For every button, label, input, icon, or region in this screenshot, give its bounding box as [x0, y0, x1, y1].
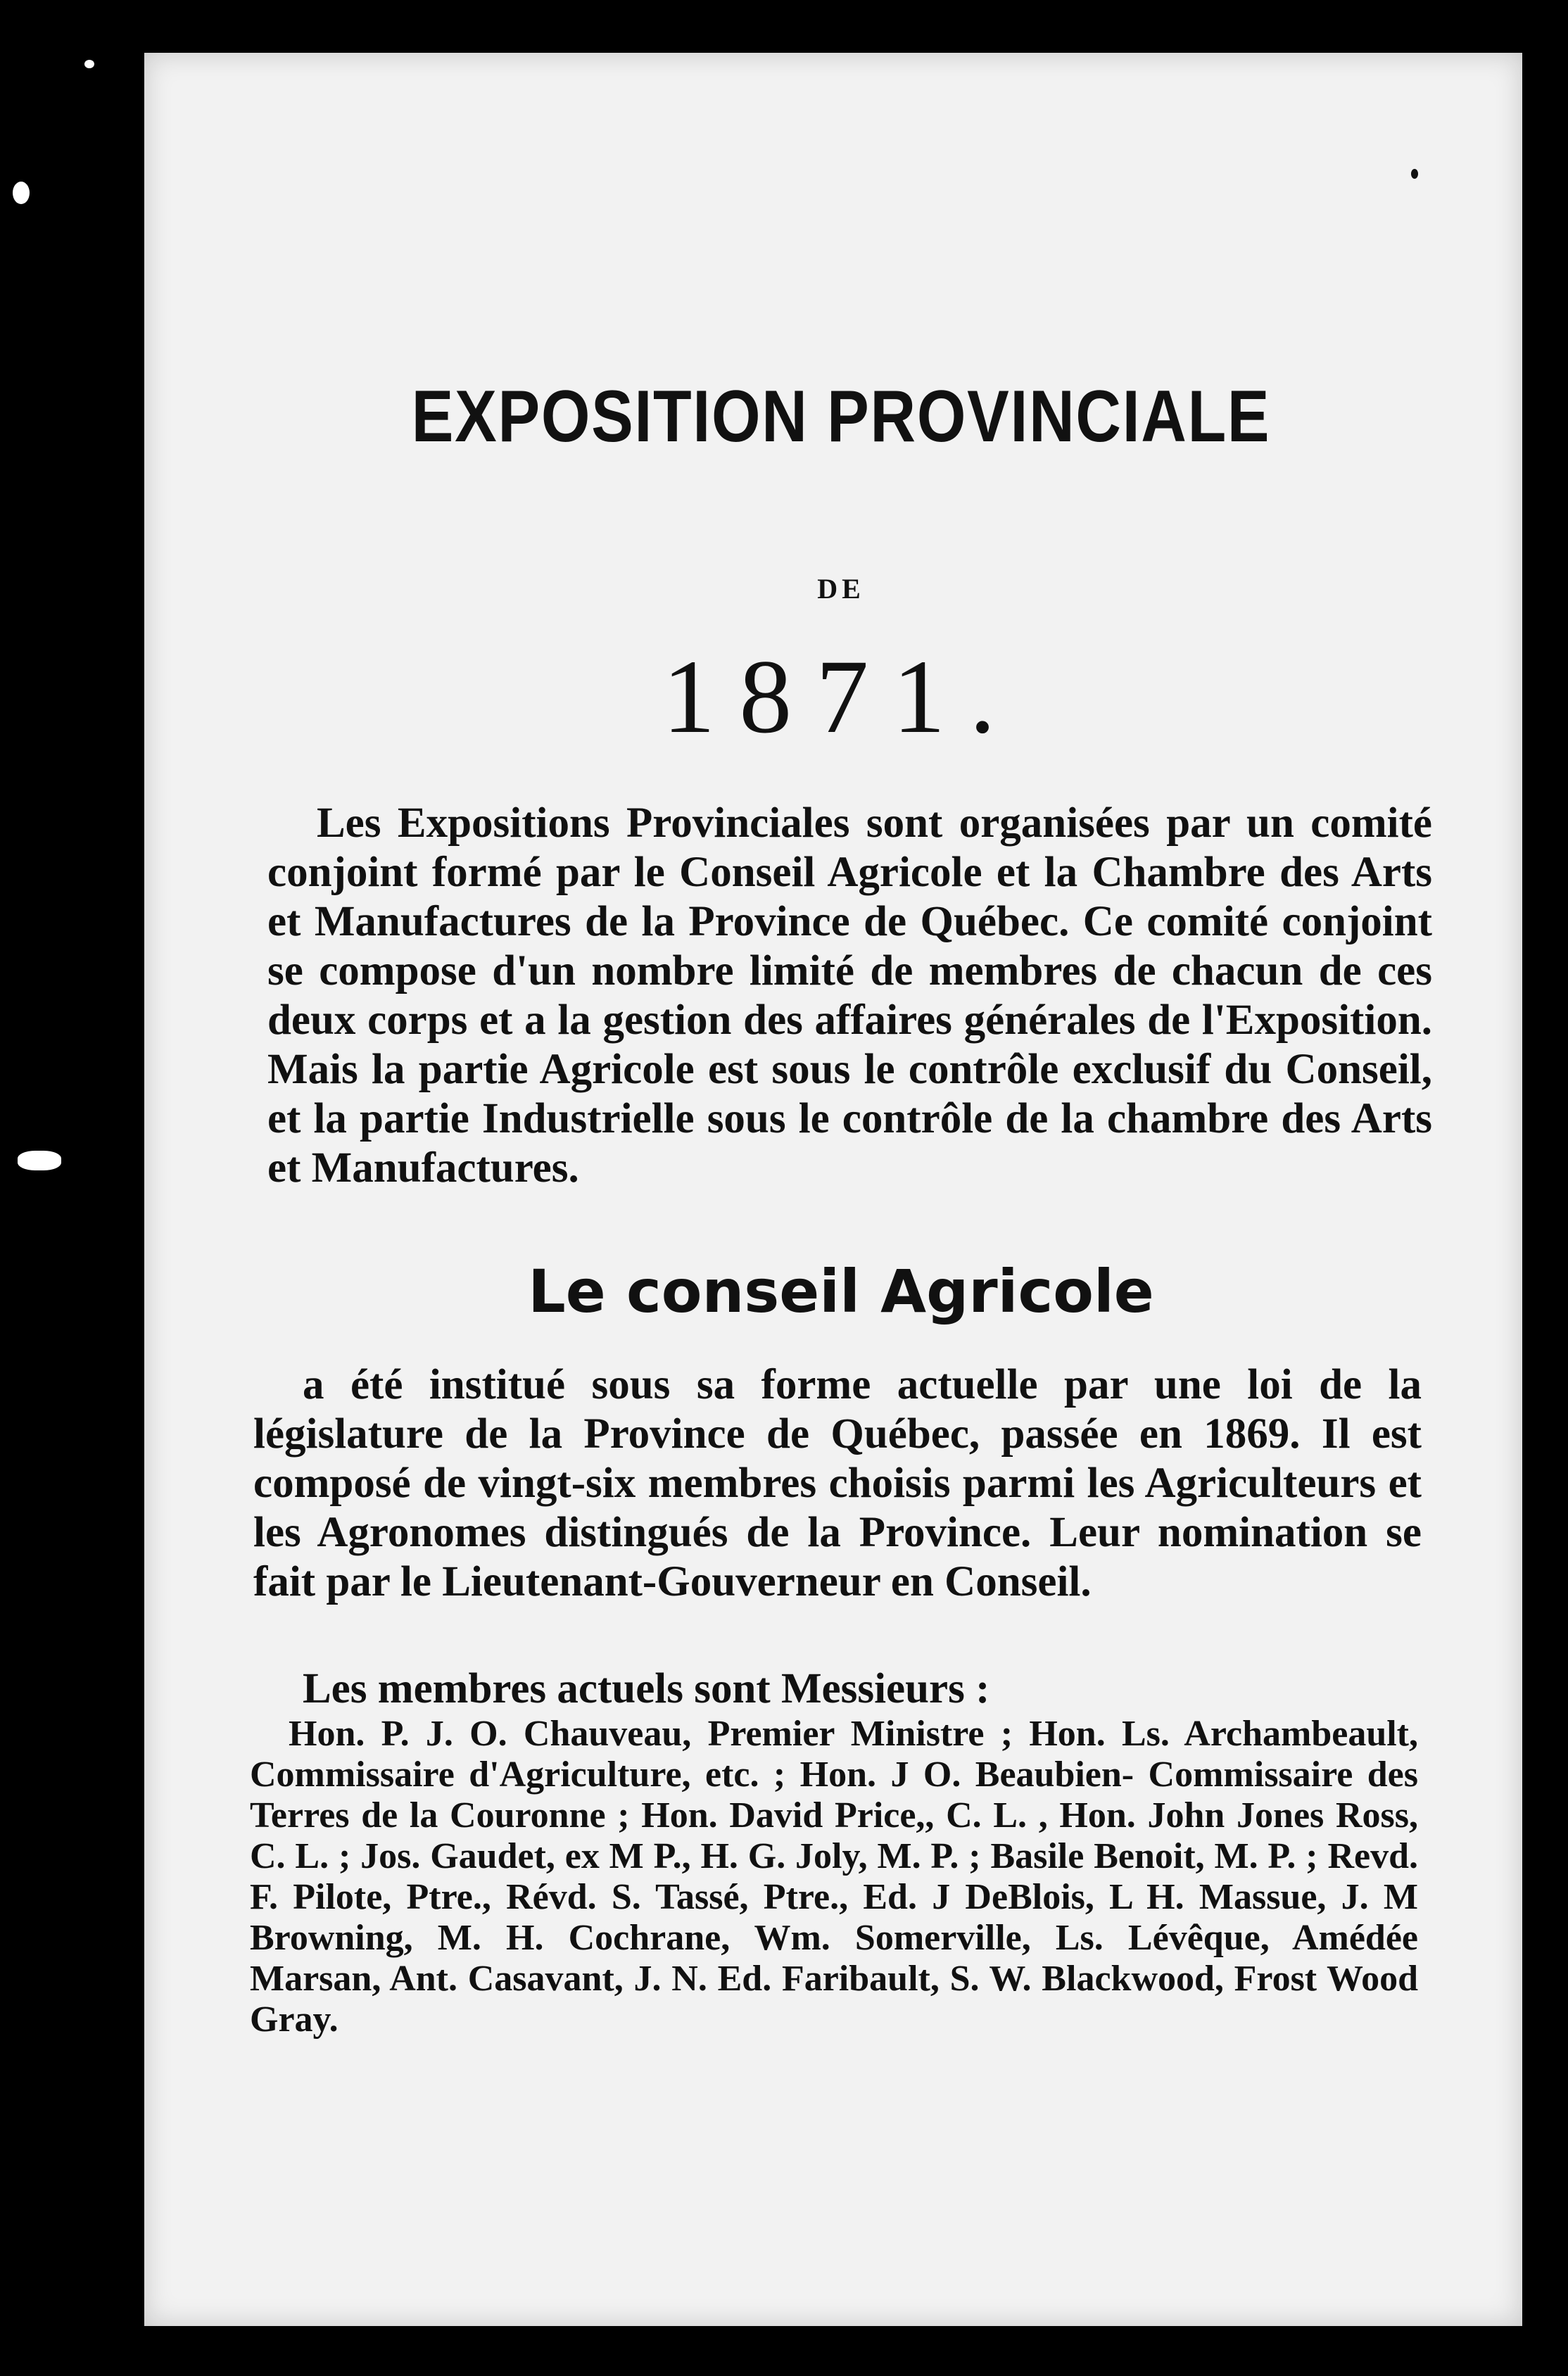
scan-speck: [84, 60, 94, 68]
scan-speck: [13, 182, 30, 204]
document-page: [144, 53, 1522, 2326]
document-year: 1871.: [662, 638, 1020, 755]
scan-speck: [18, 1151, 61, 1170]
title-connector: DE: [817, 573, 865, 605]
intro-paragraph: Les Expositions Provinciales sont organisées par un comité conjoint formé par le Conseil Agricole et la Chambre des Arts et Manufactures de la Province de Québec. Ce comité conjoint se compose d'un nombre limité de membres de chacun de ces deux corps et a la gestion des affaires générales de l'Exposition. Mais la partie Agricole est sous le contrôle exclusif du Conseil, et la partie Industrielle sous le contrôle de la chambre des Arts et Manufactures.: [267, 800, 1432, 1192]
document-title: EXPOSITION PROVINCIALE: [411, 376, 1271, 457]
membres-list: Hon. P. J. O. Chauveau, Premier Ministre ; Hon. Ls. Archambeault, Commissaire d'Agriculture, etc. ; Hon. J O. Beaubien- Commissaire des Terres de la Couronne ; Hon. David Price,, C. L. , Hon. John Jones Ross, C. L. ; Jos. Gaudet, ex M P., H. G. Joly, M. P. ; Basile Benoit, M. P. ; Revd. F. Pilote, Ptre., Révd. S. Tassé, Ptre., Ed. J DeBlois, L H. Massue, J. M Browning, M. H. Cochrane, Wm. Somerville, Ls. Lévêque, Amédée Marsan, Ant. Casavant, J. N. Ed. Faribault, S. W. Blackwood, Frost Wood Gray.: [250, 1714, 1418, 2040]
paper-speck: [1411, 169, 1418, 179]
conseil-paragraph: a été institué sous sa forme actuelle par une loi de la législature de la Province de Québec, passée en 1869. Il est composé de vingt-six membres choisis parmi les Agriculteurs et les Agronomes distingués de la Province. Leur nomination se fait par le Lieutenant-Gouverneur en Conseil.: [253, 1361, 1422, 1605]
section-heading: Le conseil Agricole: [528, 1257, 1154, 1326]
membres-intro: Les membres actuels sont Messieurs :: [303, 1665, 990, 1712]
